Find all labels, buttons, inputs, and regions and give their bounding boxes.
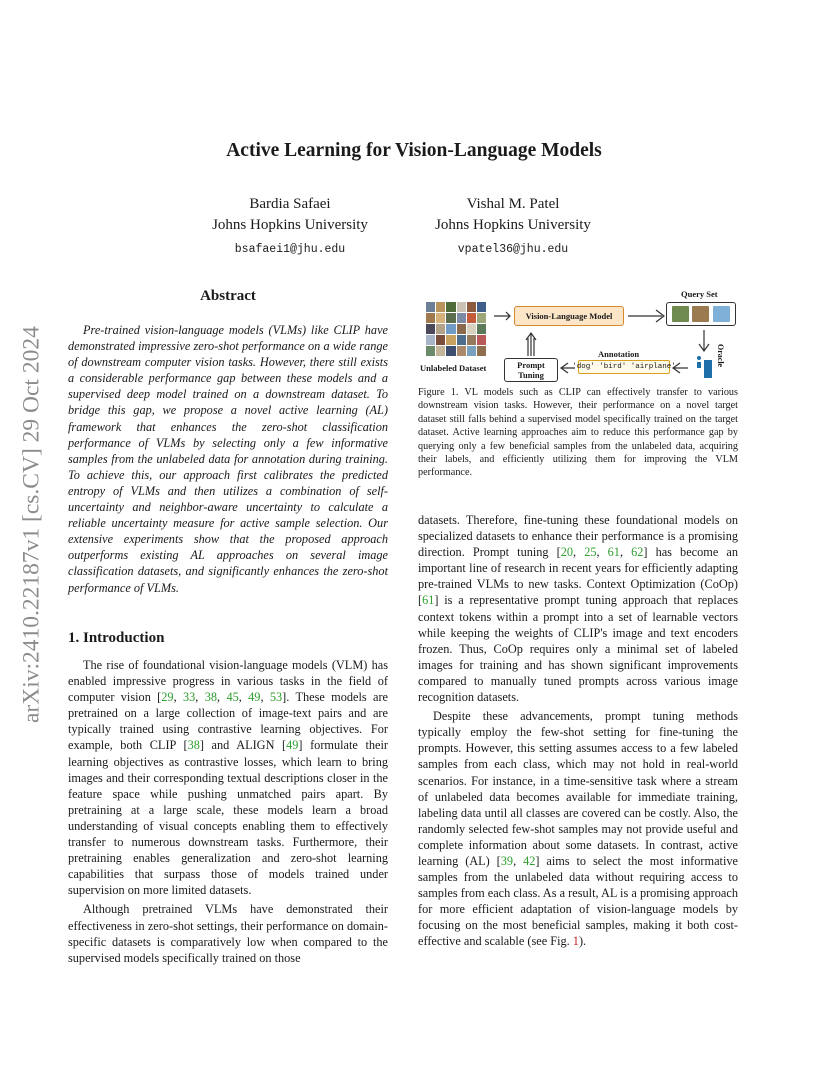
- annotation-label: Annotation: [598, 349, 640, 359]
- citation-link[interactable]: 38: [187, 738, 200, 753]
- citation-link[interactable]: 33: [183, 690, 196, 705]
- annotation-labels-box: 'dog' 'bird' 'airplane': [578, 360, 670, 374]
- abstract-paragraph: Pre-trained vision-language models (VLMs) like CLIP have demonstrated impressive zero-shot performance on a wide range of downstream computer vision tasks. However, there still exists a considerable performance gap between these models and a supervised deep model trained on a downstream dataset. To bridge this gap, we propose a novel active learning (AL) framework that enhances the zero-shot classification performance of VLMs by selecting only a few informative samples from the unlabeled data for annotation during training. To achieve this, our approach first calibrates the predicted entropy of VLMs and then utilizes a combination of self-uncertainty and neighbor-aware uncertainty to calculate a reliable uncertainty measure for active sample selection. Our extensive experiments show that the proposed approach outperforms existing AL approaches on several image classification datasets, and significantly enhances the zero-shot performance of VLMs.: [68, 323, 388, 595]
- figure-reference-link[interactable]: 1: [572, 934, 579, 949]
- unlabeled-dataset-label: Unlabeled Dataset: [420, 363, 487, 373]
- query-set-box: [666, 302, 736, 326]
- query-image-airplane: [713, 306, 730, 322]
- abstract-heading: Abstract: [200, 288, 256, 304]
- right-paragraph-1: datasets. Therefore, fine-tuning these foundational models on specialized datasets to enhance their performance is a promising direction. Prompt tuning [20, 25, 61, 62] has become an important line of research in recent years for efficiently adapting pre-trained VLMs to new tasks. Context Optimization (CoOp) [61] is a representative prompt tuning approach that replaces context tokens within a prompt into a set of learnable vectors while keeping the weights of CLIP's image and text encoders frozen. Thus, CoOp requires only a minimal set of labeled images for training and has shown significant improvements compared to manually tuned prompts across various image recognition datasets.: [418, 513, 738, 705]
- intro-body: [68, 657, 388, 966]
- author-name: Bardia Safaei: [249, 196, 331, 212]
- arxiv-stamp: arXiv:2410.22187v1 [cs.CV] 29 Oct 2024: [18, 326, 45, 724]
- arrow-right-icon: [628, 310, 664, 322]
- prompt-tuning-box: Prompt Tuning: [504, 358, 558, 382]
- figure-1-caption: Figure 1. VL models such as CLIP can effectively transfer to various downstream vision tasks. However, their performance on a novel target dataset still falls behind a supervised model specifically trained on the target dataset. Active learning approaches aim to reduce this performance gap by querying only a few beneficial samples from the unlabeled data, acquiring their labels, and efficiently utilizing them for improving the VLM performance.: [418, 387, 738, 479]
- right-paragraph-2: Despite these advancements, prompt tuning methods typically employ the few-shot setting for fine-tuning the prompts. However, this setting assumes access to a few labeled samples from each class, which may not hold in real-world scenarios. For instance, in a time-sensitive task where a stream of unlabeled data becomes available for immediate training, labeling data until all classes are covered can be costly. Also, the randomly selected few-shot samples may not provide useful and complete information about some datasets. In contrast, active learning (AL) [39, 42] aims to select the most informative samples from the unlabeled data without requiring access to samples from each class. As a result, AL is a promising approach for more efficient adaptation of vision-language models by focusing on the most beneficial samples, making it both cost-effective and scalable (see Fig. 1).: [418, 709, 738, 949]
- query-image-dog: [672, 306, 689, 322]
- arrow-up-icon: [526, 333, 536, 356]
- arrow-right-icon: [494, 312, 510, 320]
- paper-title: Active Learning for Vision-Language Models: [226, 140, 602, 161]
- author-affiliation: Johns Hopkins University: [435, 217, 591, 233]
- abstract-body: [68, 322, 388, 596]
- author-name: Vishal M. Patel: [466, 196, 560, 212]
- query-image-bird: [692, 306, 709, 322]
- intro-paragraph-2: Although pretrained VLMs have demonstrated their effectiveness in zero-shot settings, their performance on domain-specific datasets is comparatively low when compared to the supervised models specifically trained on those: [68, 902, 388, 965]
- section-heading-introduction: 1. Introduction: [68, 630, 165, 646]
- author-block: [195, 194, 385, 260]
- oracle-label: Oracle: [716, 344, 725, 368]
- citation-link[interactable]: 42: [523, 853, 536, 868]
- citation-link[interactable]: 61: [422, 593, 435, 608]
- author-block: [418, 194, 608, 260]
- author-email[interactable]: vpatel36@jhu.edu: [457, 243, 569, 256]
- citation-link[interactable]: 25: [584, 545, 597, 560]
- citation-link[interactable]: 53: [269, 690, 283, 705]
- citation-link[interactable]: 49: [286, 738, 299, 753]
- citation-link[interactable]: 45: [226, 690, 239, 705]
- citation-link[interactable]: 20: [560, 545, 574, 560]
- citation-link[interactable]: 61: [607, 545, 620, 560]
- citation-link[interactable]: 62: [631, 545, 644, 560]
- citation-link[interactable]: 39: [500, 853, 514, 868]
- right-column-body: [418, 512, 738, 950]
- figure-1-diagram: [418, 288, 740, 384]
- arrow-down-icon: [699, 330, 709, 351]
- citation-link[interactable]: 29: [161, 690, 174, 705]
- author-affiliation: Johns Hopkins University: [212, 217, 368, 233]
- query-set-label: Query Set: [681, 289, 718, 299]
- oracle-person-icon: [697, 356, 712, 378]
- intro-paragraph-1: The rise of foundational vision-language models (VLM) has enabled impressive progress in various tasks in the field of computer vision [29, 33, 38, 45, 49, 53]. These models are pretrained on a large collection of image-text pairs and are typically trained using contrastive learning objectives. For example, both CLIP [38] and ALIGN [49] formulate their learning objectives as contrastive losses, which learn to bring images and their corresponding textual descriptions closer in the feature space while pushing unmatched pairs apart. By pretraining at a large scale, these models learn a broad understanding of visual concepts enabling them to effectively transfer to numerous downstream tasks. Furthermore, their pretraining enables generalization and zero-shot learning capabilities that surpass those of models trained under supervision on more limited datasets.: [68, 658, 389, 898]
- author-email[interactable]: bsafaei1@jhu.edu: [234, 243, 346, 256]
- citation-link[interactable]: 49: [248, 690, 261, 705]
- citation-link[interactable]: 38: [204, 690, 218, 705]
- vlm-box: Vision-Language Model: [514, 306, 624, 326]
